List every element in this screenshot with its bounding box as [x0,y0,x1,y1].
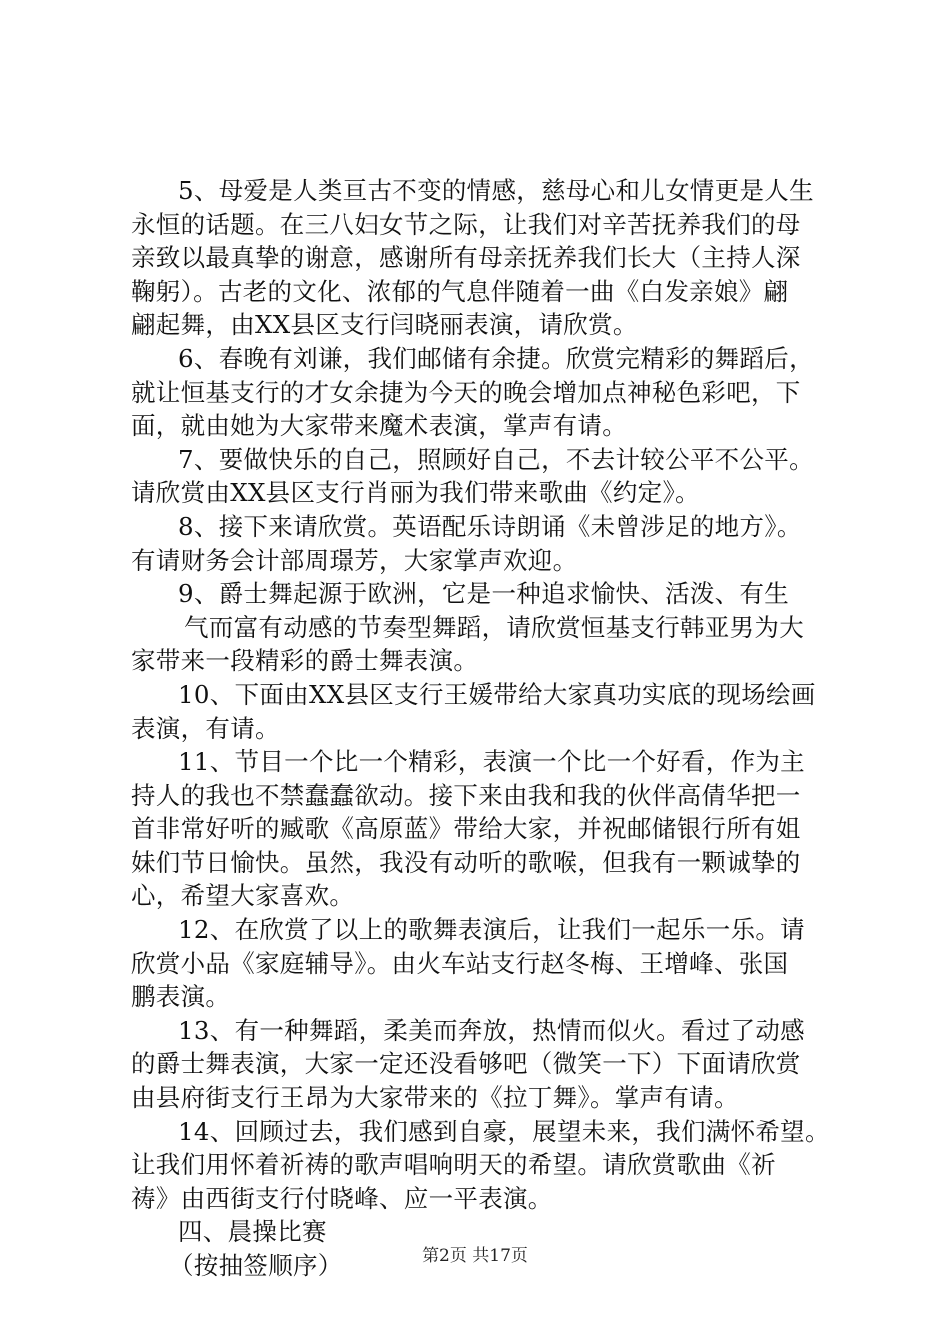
paragraph-7-line-1: 7、要做快乐的自己，照顾好自己，不去计较公平不公平。 [178,444,814,474]
paragraph-10-line-1: 10、下面由XX县区支行王媛带给大家真功实底的现场绘画 [178,679,816,709]
paragraph-12-line-3: 鹏表演。 [131,982,231,1012]
document-body [131,174,846,1283]
paragraph-6-line-2: 就让恒基支行的才女余捷为今天的晚会增加点神秘色彩吧，下 [131,377,801,407]
paragraph-13-line-2: 的爵士舞表演，大家一定还没看够吧（微笑一下）下面请欣赏 [131,1049,801,1079]
paragraph-6-line-3: 面，就由她为大家带来魔术表演，掌声有请。 [131,411,627,441]
paragraph-5-line-2: 永恒的话题。在三八妇女节之际，让我们对辛苦抚养我们的母 [131,209,801,239]
paragraph-9-line-3: 家带来一段精彩的爵士舞表演。 [131,646,479,676]
section-heading: 四、晨操比赛 [178,1217,327,1247]
paragraph-11-line-4: 妹们节日愉快。虽然，我没有动听的歌喉，但我有一颗诚挚的 [131,847,801,877]
paragraph-7-line-2: 请欣赏由XX县区支行肖丽为我们带来歌曲《约定》。 [131,478,700,508]
paragraph-6-line-1: 6、春晚有刘谦，我们邮储有余捷。欣赏完精彩的舞蹈后， [178,343,814,373]
paragraph-5-line-5: 翩起舞，由XX县区支行闫晓丽表演，请欣赏。 [131,310,638,340]
paragraph-8-line-1: 8、接下来请欣赏。英语配乐诗朗诵《未曾涉足的地方》。 [178,511,802,541]
paragraph-12-line-1: 12、在欣赏了以上的歌舞表演后，让我们一起乐一乐。请 [178,915,805,945]
paragraph-5-line-4: 鞠躬）。古老的文化、浓郁的气息伴随着一曲《白发亲娘》翩 [131,276,789,306]
paragraph-5-line-1: 5、母爱是人类亘古不变的情感，慈母心和儿女情更是人生 [178,176,814,205]
paragraph-11-line-5: 心，希望大家喜欢。 [131,881,355,911]
section-note: （按抽签顺序） [169,1251,343,1280]
paragraph-11-line-2: 持人的我也不禁蠢蠢欲动。接下来由我和我的伙伴高倩华把一 [131,780,801,810]
paragraph-13-line-3: 由县府街支行王昂为大家带来的《拉丁舞》。掌声有请。 [131,1083,739,1113]
paragraph-14-line-3: 祷》由西街支行付晓峰、应一平表演。 [131,1183,553,1213]
paragraph-8-line-2: 有请财务会计部周璟芳，大家掌声欢迎。 [131,545,578,575]
paragraph-10-line-2: 表演，有请。 [131,713,280,743]
paragraph-14-line-2: 让我们用怀着祈祷的歌声唱响明天的希望。请欣赏歌曲《祈 [131,1150,776,1180]
paragraph-13-line-1: 13、有一种舞蹈，柔美而奔放，热情而似火。看过了动感 [178,1015,805,1045]
paragraph-5-line-3: 亲致以最真挚的谢意，感谢所有母亲抚养我们长大（主持人深 [131,243,801,273]
page-number-footer: 第2页 共17页 [422,1246,528,1266]
paragraph-9-line-1: 9、爵士舞起源于欧洲，它是一种追求愉快、活泼、有生 [178,579,790,609]
paragraph-14-line-1: 14、回顾过去，我们感到自豪，展望未来，我们满怀希望。 [178,1116,830,1146]
paragraph-11-line-1: 11、节目一个比一个精彩，表演一个比一个好看，作为主 [178,747,805,777]
paragraph-12-line-2: 欣赏小品《家庭辅导》。由火车站支行赵冬梅、王增峰、张国 [131,948,789,978]
paragraph-11-line-3: 首非常好听的臧歌《高原蓝》带给大家，并祝邮储银行所有姐 [131,814,801,844]
paragraph-9-line-2: 气而富有动感的节奏型舞蹈，请欣赏恒基支行韩亚男为大 [184,612,804,642]
